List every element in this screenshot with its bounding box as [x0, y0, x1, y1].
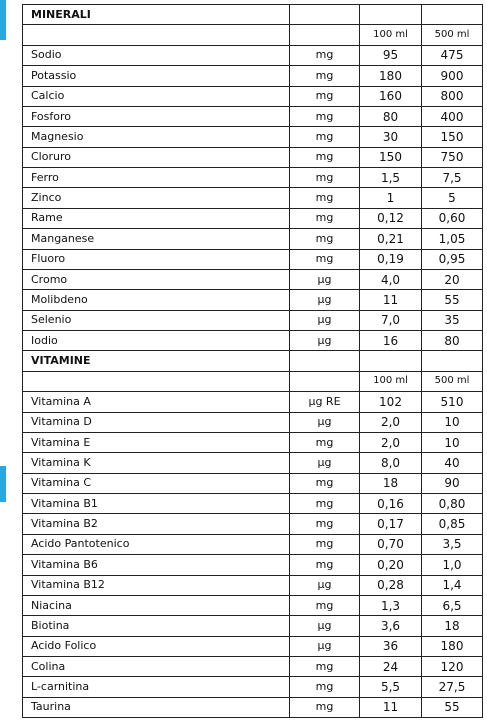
empty-cell [422, 5, 483, 25]
nutrient-unit: µg [290, 290, 360, 310]
nutrient-unit: µg [290, 616, 360, 636]
nutrient-name: Zinco [23, 188, 290, 208]
value-500ml: 80 [422, 331, 483, 351]
column-header-100ml: 100 ml [360, 371, 422, 391]
table-row [23, 514, 483, 534]
table-row [23, 147, 483, 167]
nutrient-name: Biotina [23, 616, 290, 636]
nutrient-name: Acido Pantotenico [23, 534, 290, 554]
nutrient-unit: µg [290, 412, 360, 432]
nutrient-unit: mg [290, 45, 360, 65]
table-row [23, 616, 483, 636]
nutrient-name: Fosforo [23, 106, 290, 126]
value-100ml: 2,0 [360, 432, 422, 452]
nutrient-unit: µg [290, 310, 360, 330]
nutrient-name: Vitamina B1 [23, 494, 290, 514]
nutrient-unit: mg [290, 168, 360, 188]
column-header-500ml: 500 ml [422, 371, 483, 391]
nutrient-unit: mg [290, 534, 360, 554]
table-row [23, 86, 483, 106]
nutrient-unit: µg [290, 331, 360, 351]
value-500ml: 900 [422, 66, 483, 86]
empty-cell [290, 5, 360, 25]
value-100ml: 0,20 [360, 555, 422, 575]
value-100ml: 150 [360, 147, 422, 167]
nutrient-unit: mg [290, 127, 360, 147]
nutrient-name: Rame [23, 208, 290, 228]
nutrient-unit: mg [290, 66, 360, 86]
nutrient-name: Taurina [23, 697, 290, 717]
value-500ml: 18 [422, 616, 483, 636]
nutrient-name: Sodio [23, 45, 290, 65]
value-100ml: 11 [360, 697, 422, 717]
value-500ml: 0,80 [422, 494, 483, 514]
value-100ml: 7,0 [360, 310, 422, 330]
table-row [23, 127, 483, 147]
nutrient-name: Iodio [23, 331, 290, 351]
value-100ml: 3,6 [360, 616, 422, 636]
empty-cell [23, 25, 290, 45]
table-row [23, 412, 483, 432]
table-row [23, 555, 483, 575]
value-100ml: 80 [360, 106, 422, 126]
value-500ml: 1,05 [422, 229, 483, 249]
table-row [23, 494, 483, 514]
nutrient-unit: mg [290, 595, 360, 615]
value-100ml: 0,70 [360, 534, 422, 554]
value-100ml: 11 [360, 290, 422, 310]
empty-cell [360, 5, 422, 25]
value-100ml: 0,12 [360, 208, 422, 228]
table-row [23, 331, 483, 351]
value-500ml: 35 [422, 310, 483, 330]
table-row [23, 208, 483, 228]
value-100ml: 8,0 [360, 453, 422, 473]
value-500ml: 150 [422, 127, 483, 147]
table-row [23, 595, 483, 615]
column-header-100ml: 100 ml [360, 25, 422, 45]
nutrient-name: Vitamina B12 [23, 575, 290, 595]
nutrient-name: Manganese [23, 229, 290, 249]
nutrient-unit: mg [290, 147, 360, 167]
nutrient-name: Calcio [23, 86, 290, 106]
empty-cell [290, 351, 360, 371]
nutrient-name: Ferro [23, 168, 290, 188]
nutrient-name: Vitamina B6 [23, 555, 290, 575]
nutrient-unit: µg RE [290, 392, 360, 412]
table-row [23, 290, 483, 310]
table-row [23, 697, 483, 717]
table-row [23, 473, 483, 493]
table-row [23, 657, 483, 677]
table-row [23, 575, 483, 595]
nutrient-name: Fluoro [23, 249, 290, 269]
table-row [23, 249, 483, 269]
value-100ml: 5,5 [360, 677, 422, 697]
value-500ml: 180 [422, 636, 483, 656]
nutrient-unit: mg [290, 657, 360, 677]
table-row [23, 188, 483, 208]
value-100ml: 1 [360, 188, 422, 208]
nutrient-unit: mg [290, 106, 360, 126]
nutrient-unit: µg [290, 269, 360, 289]
column-header-row [23, 25, 483, 45]
nutrient-unit: µg [290, 636, 360, 656]
nutrient-name: Cloruro [23, 147, 290, 167]
nutrient-name: Vitamina D [23, 412, 290, 432]
nutrient-unit: mg [290, 229, 360, 249]
value-500ml: 40 [422, 453, 483, 473]
value-500ml: 90 [422, 473, 483, 493]
value-100ml: 0,19 [360, 249, 422, 269]
nutrient-unit: mg [290, 555, 360, 575]
value-500ml: 10 [422, 412, 483, 432]
value-500ml: 475 [422, 45, 483, 65]
value-500ml: 0,85 [422, 514, 483, 534]
table-row [23, 269, 483, 289]
value-100ml: 16 [360, 331, 422, 351]
value-500ml: 800 [422, 86, 483, 106]
nutrient-name: Vitamina E [23, 432, 290, 452]
column-header-row [23, 371, 483, 391]
table-row [23, 168, 483, 188]
page-edge-accent [0, 466, 6, 502]
value-500ml: 1,0 [422, 555, 483, 575]
value-100ml: 95 [360, 45, 422, 65]
value-500ml: 400 [422, 106, 483, 126]
table-row [23, 310, 483, 330]
value-500ml: 0,95 [422, 249, 483, 269]
value-100ml: 1,5 [360, 168, 422, 188]
table-row [23, 66, 483, 86]
value-500ml: 27,5 [422, 677, 483, 697]
nutrient-unit: mg [290, 514, 360, 534]
column-header-500ml: 500 ml [422, 25, 483, 45]
nutrient-unit: mg [290, 697, 360, 717]
value-500ml: 1,4 [422, 575, 483, 595]
empty-cell [23, 371, 290, 391]
nutrient-name: Selenio [23, 310, 290, 330]
value-500ml: 0,60 [422, 208, 483, 228]
section-title: VITAMINE [23, 351, 290, 371]
nutrient-unit: mg [290, 188, 360, 208]
value-100ml: 0,28 [360, 575, 422, 595]
table-row [23, 453, 483, 473]
table-row [23, 636, 483, 656]
value-100ml: 1,3 [360, 595, 422, 615]
value-500ml: 55 [422, 290, 483, 310]
nutrient-unit: mg [290, 677, 360, 697]
table-row [23, 392, 483, 412]
nutrient-unit: µg [290, 453, 360, 473]
value-500ml: 55 [422, 697, 483, 717]
nutrient-unit: mg [290, 473, 360, 493]
value-500ml: 7,5 [422, 168, 483, 188]
value-100ml: 4,0 [360, 269, 422, 289]
value-500ml: 510 [422, 392, 483, 412]
nutrient-unit: mg [290, 208, 360, 228]
value-100ml: 0,21 [360, 229, 422, 249]
value-100ml: 36 [360, 636, 422, 656]
nutrient-unit: mg [290, 249, 360, 269]
value-500ml: 6,5 [422, 595, 483, 615]
empty-cell [290, 371, 360, 391]
value-100ml: 2,0 [360, 412, 422, 432]
empty-cell [290, 25, 360, 45]
nutrient-name: Molibdeno [23, 290, 290, 310]
value-100ml: 0,17 [360, 514, 422, 534]
nutrient-name: Vitamina A [23, 392, 290, 412]
value-100ml: 0,16 [360, 494, 422, 514]
nutrient-name: Magnesio [23, 127, 290, 147]
nutrient-name: Potassio [23, 66, 290, 86]
nutrient-unit: µg [290, 575, 360, 595]
value-500ml: 20 [422, 269, 483, 289]
nutrient-name: Niacina [23, 595, 290, 615]
table-row [23, 45, 483, 65]
nutrient-name: Colina [23, 657, 290, 677]
section-header-row [23, 351, 483, 371]
table-row [23, 432, 483, 452]
value-500ml: 3,5 [422, 534, 483, 554]
section-header-row [23, 5, 483, 25]
nutrition-table [22, 4, 483, 718]
value-500ml: 750 [422, 147, 483, 167]
table-row [23, 677, 483, 697]
nutrient-unit: mg [290, 432, 360, 452]
value-100ml: 180 [360, 66, 422, 86]
value-100ml: 18 [360, 473, 422, 493]
page-edge-accent [0, 0, 6, 40]
value-100ml: 30 [360, 127, 422, 147]
section-title: MINERALI [23, 5, 290, 25]
nutrient-name: Vitamina K [23, 453, 290, 473]
nutrient-name: Cromo [23, 269, 290, 289]
nutrient-name: L-carnitina [23, 677, 290, 697]
nutrient-name: Vitamina C [23, 473, 290, 493]
empty-cell [422, 351, 483, 371]
table-row [23, 229, 483, 249]
value-500ml: 120 [422, 657, 483, 677]
table-row [23, 534, 483, 554]
value-500ml: 5 [422, 188, 483, 208]
nutrient-name: Acido Folico [23, 636, 290, 656]
nutrient-name: Vitamina B2 [23, 514, 290, 534]
value-100ml: 160 [360, 86, 422, 106]
table-row [23, 106, 483, 126]
nutrient-unit: mg [290, 494, 360, 514]
value-100ml: 24 [360, 657, 422, 677]
empty-cell [360, 351, 422, 371]
nutrient-unit: mg [290, 86, 360, 106]
value-500ml: 10 [422, 432, 483, 452]
value-100ml: 102 [360, 392, 422, 412]
